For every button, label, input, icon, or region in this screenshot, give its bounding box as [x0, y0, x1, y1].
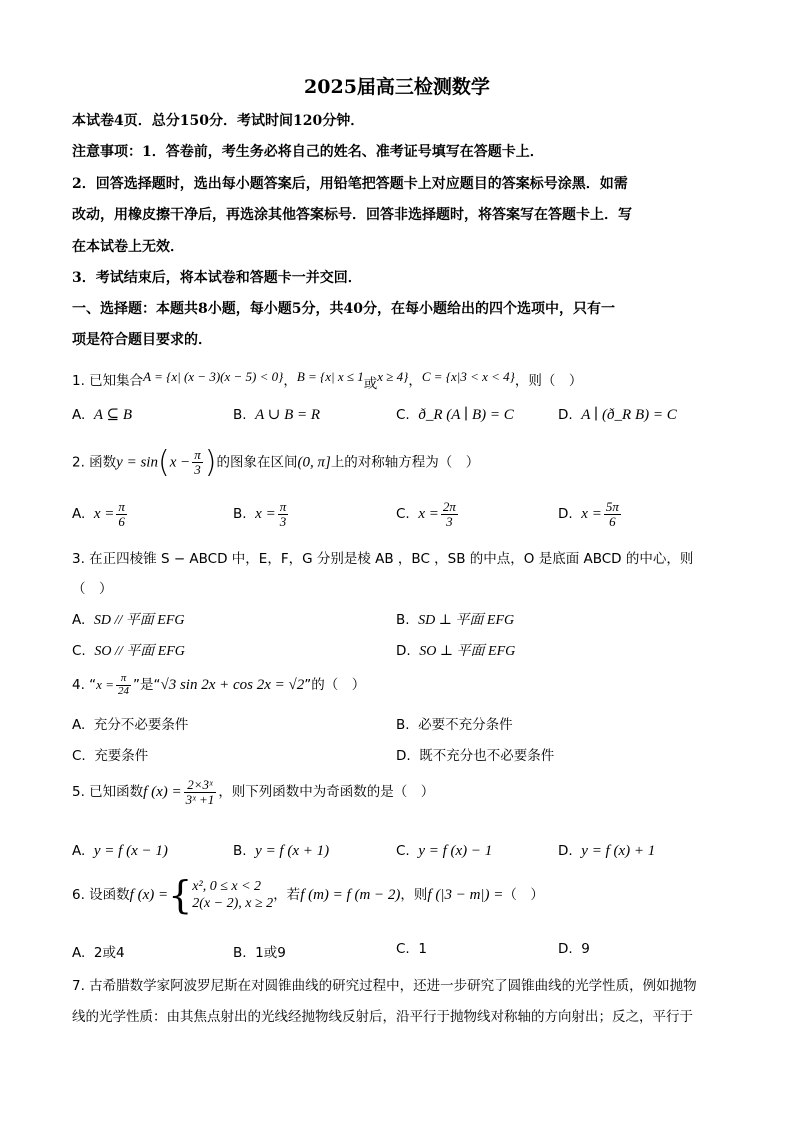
question-1-stem: 1. 已知集合A = {x| (x − 3)(x − 5) < 0}，B = {x| x ≤ 1或x ≥ 4}，C = {x|3 < x < 4}，则（ ）: [72, 369, 583, 392]
exam-intro: 本试卷4页．总分150分．考试时间120分钟．: [72, 113, 365, 129]
question-4-stem: 4. “x = $\frac{\pi}{24}$ ”是“√3 sin 2x + cos 2x = √2”的（ ）: [72, 672, 366, 697]
note-3: 3．考试结束后，将本试卷和答题卡一并交回．: [72, 270, 362, 286]
question-7-stem-line-1: 7. 古希腊数学家阿波罗尼斯在对圆锥曲线的研究过程中，还进一步研究了圆锥曲线的光学性质，例如抛物: [72, 978, 697, 994]
note-1: 注意事项：1．答卷前，考生务必将自己的姓名、准考证号填写在答题卡上．: [72, 144, 544, 160]
question-2-option-d[interactable]: D. x = $\frac{5\pi}{6}$: [558, 499, 619, 529]
question-4-option-c[interactable]: C. 充要条件: [72, 748, 149, 764]
question-4-option-d[interactable]: D. 既不充分也不必要条件: [396, 748, 555, 764]
section-heading-line-2: 项是符合题目要求的．: [72, 332, 212, 348]
question-7-stem-line-2: 线的光学性质：由其焦点射出的光线经抛物线反射后，沿平行于抛物线对称轴的方向射出；反之，平行于: [72, 1009, 693, 1025]
question-2-option-b[interactable]: B. x = $\frac{\pi}{3}$: [233, 499, 287, 529]
question-1-option-d[interactable]: D. A ∣ (ð_R B) = C: [558, 407, 677, 423]
question-5-option-b[interactable]: B. y = f (x + 1): [233, 843, 330, 859]
question-1-option-b[interactable]: B. A ∪ B = R: [233, 407, 321, 423]
section-heading-line-1: 一、选择题：本题共8小题，每小题5分，共40分，在每小题给出的四个选项中，只有一: [72, 301, 615, 317]
question-3-option-a[interactable]: A. SD // 平面 EFG: [72, 612, 185, 628]
question-6-option-a[interactable]: A. 2或4: [72, 945, 125, 961]
note-2-line-3: 在本试卷上无效．: [72, 239, 184, 255]
question-6-stem: 6. 设函数f (x) ={ x², 0 ≤ x < 2 2(x − 2), x ≥ 2 ，若f (m) = f (m − 2)，则f (|3 − m|) =（ ）: [72, 873, 544, 917]
question-5-option-d[interactable]: D. y = f (x) + 1: [558, 843, 656, 859]
exam-title: 2025届高三检测数学: [304, 76, 490, 98]
question-1-option-a[interactable]: A. A ⊆ B: [72, 407, 133, 423]
question-5-option-a[interactable]: A. y = f (x − 1): [72, 843, 168, 859]
question-5-stem: 5. 已知函数f (x) = $\frac{\text{2×3ˣ}}{\text{3ˣ +1}}$ ，则下列函数中为奇函数的是（ ）: [72, 777, 435, 807]
question-3-option-d[interactable]: D. SO ⊥ 平面 EFG: [396, 643, 516, 659]
question-2-option-c[interactable]: C. x = $\frac{2\pi}{3}$: [396, 499, 456, 529]
question-2-stem: 2. 函数y = sin(x − $\frac{\pi}{3}$ )的图象在区间(0, π]上的对称轴方程为（ ）: [72, 445, 480, 480]
question-6-option-b[interactable]: B. 1或9: [233, 945, 286, 961]
question-6-option-d[interactable]: D. 9: [558, 941, 590, 957]
question-4-option-b[interactable]: B. 必要不充分条件: [396, 717, 513, 733]
question-3-stem-line-2: （ ）: [72, 581, 113, 597]
question-3-option-b[interactable]: B. SD ⊥ 平面 EFG: [396, 612, 515, 628]
note-2-line-2: 改动，用橡皮擦干净后，再选涂其他答案标号．回答非选择题时，将答案写在答题卡上．写: [72, 207, 632, 223]
question-1-option-c[interactable]: C. ð_R (A ∣ B) = C: [396, 407, 514, 423]
question-3-option-c[interactable]: C. SO // 平面 EFG: [72, 643, 185, 659]
question-2-option-a[interactable]: A. x = $\frac{\pi}{6}$: [72, 499, 125, 529]
note-2-line-1: 2．回答选择题时，选出每小题答案后，用铅笔把答题卡上对应题目的答案标号涂黑．如需: [72, 176, 628, 192]
question-4-option-a[interactable]: A. 充分不必要条件: [72, 717, 189, 733]
question-5-option-c[interactable]: C. y = f (x) − 1: [396, 843, 493, 859]
question-3-stem-line-1: 3. 在正四棱锥 S − ABCD 中，E，F，G 分别是棱 AB ，BC ，SB 的中点，O 是底面 ABCD 的中心，则: [72, 551, 694, 567]
question-6-option-c[interactable]: C. 1: [396, 941, 427, 957]
